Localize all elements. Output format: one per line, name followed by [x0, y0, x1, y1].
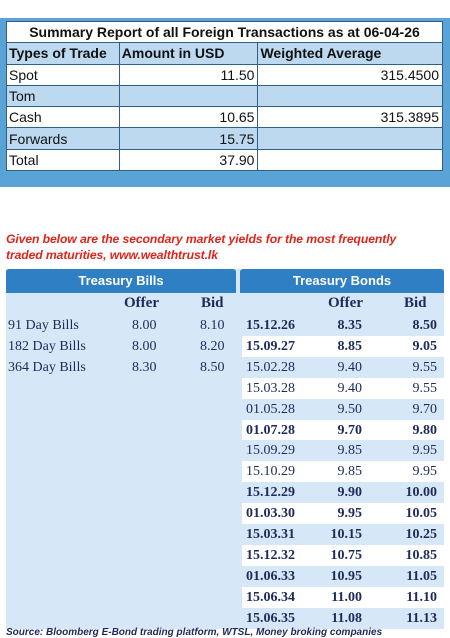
bond-maturity: 15.03.28 — [246, 380, 295, 396]
trade-average: 315.3895 — [258, 107, 443, 128]
bond-bid: 11.10 — [406, 589, 437, 605]
bond-maturity: 15.12.26 — [246, 318, 295, 333]
trade-average — [258, 149, 443, 170]
bond-bid: 9.70 — [412, 401, 437, 417]
bond-offer: 10.15 — [330, 527, 362, 542]
summary-panel — [0, 18, 450, 187]
bill-offer: 8.00 — [132, 338, 157, 354]
summary-row — [7, 85, 443, 106]
yields-table — [6, 269, 444, 629]
header-amount-usd: Amount in USD — [119, 43, 258, 64]
bond-bid: 10.25 — [405, 527, 437, 542]
trade-type: Tom — [7, 85, 120, 106]
yield-row — [6, 566, 444, 587]
caption-line-2: traded maturities, www.wealthtrust.lk — [6, 248, 218, 262]
summary-title-row — [7, 22, 443, 43]
yield-row — [6, 587, 444, 608]
caption-line-1: Given below are the secondary market yields for the most frequently — [6, 232, 397, 246]
yield-row — [6, 420, 444, 441]
yield-row — [6, 524, 444, 545]
bond-maturity: 15.12.29 — [246, 485, 295, 501]
bond-maturity: 15.06.35 — [246, 610, 295, 626]
bond-offer: 9.40 — [337, 359, 362, 375]
bond-bid: 10.85 — [405, 547, 437, 563]
bond-maturity: 15.12.32 — [246, 547, 295, 563]
summary-title: Summary Report of all Foreign Transactions as at 06-04-26 — [7, 22, 443, 43]
bond-maturity: 15.06.34 — [246, 589, 295, 605]
bond-offer: 9.90 — [337, 485, 362, 501]
bill-name: 364 Day Bills — [8, 359, 86, 375]
bond-bid: 8.50 — [412, 318, 437, 333]
yield-row — [6, 357, 444, 378]
bond-maturity: 01.06.33 — [246, 568, 295, 584]
trade-type: Total — [7, 149, 120, 170]
header-types-of-trade: Types of Trade — [7, 43, 120, 64]
bond-offer: 11.08 — [331, 610, 362, 626]
bonds-bid-heading: Bid — [404, 295, 427, 311]
bill-name: 182 Day Bills — [8, 338, 86, 354]
trade-amount: 15.75 — [119, 128, 258, 149]
bond-offer: 9.70 — [337, 422, 362, 438]
bond-maturity: 15.10.29 — [246, 464, 295, 480]
bond-bid: 9.95 — [412, 464, 437, 480]
bond-offer: 8.35 — [337, 318, 362, 333]
bond-bid: 10.05 — [405, 506, 437, 522]
yield-row — [6, 482, 444, 503]
summary-total-row — [7, 149, 443, 170]
summary-row — [7, 128, 443, 149]
trade-type: Cash — [7, 107, 120, 128]
bills-bid-heading: Bid — [201, 295, 224, 311]
yield-row — [6, 461, 444, 482]
summary-row — [7, 64, 443, 85]
summary-header-row — [7, 43, 443, 64]
bond-bid: 11.05 — [406, 568, 437, 584]
yield-row — [6, 608, 444, 629]
summary-row — [7, 107, 443, 128]
bond-offer: 9.50 — [337, 401, 362, 417]
bond-offer: 9.85 — [337, 464, 362, 480]
yield-row — [6, 399, 444, 420]
trade-type: Spot — [7, 64, 120, 85]
bond-maturity: 01.03.30 — [246, 506, 295, 522]
bills-offer-heading: Offer — [124, 295, 159, 311]
bill-offer: 8.30 — [132, 359, 157, 375]
bond-offer: 9.40 — [337, 380, 362, 396]
bond-maturity: 15.03.31 — [246, 527, 295, 542]
bond-bid: 9.05 — [412, 338, 437, 354]
yield-row — [6, 315, 444, 336]
bond-offer: 10.95 — [330, 568, 362, 584]
trade-type: Forwards — [7, 128, 120, 149]
bonds-offer-heading: Offer — [328, 295, 363, 311]
bill-offer: 8.00 — [132, 318, 157, 333]
trade-average — [258, 128, 443, 149]
treasury-bonds-header: Treasury Bonds — [240, 269, 444, 293]
bill-bid: 8.20 — [200, 338, 225, 354]
trade-average — [258, 85, 443, 106]
bond-bid: 9.95 — [412, 443, 437, 459]
trade-amount: 10.65 — [119, 107, 258, 128]
bond-offer: 9.85 — [337, 443, 362, 459]
trade-amount — [119, 85, 258, 106]
bond-maturity: 15.02.28 — [246, 359, 295, 375]
yields-caption — [6, 231, 446, 263]
treasury-bills-header: Treasury Bills — [6, 269, 236, 293]
summary-table — [6, 21, 443, 171]
trade-amount: 11.50 — [119, 64, 258, 85]
yield-row — [6, 336, 444, 357]
trade-amount: 37.90 — [119, 149, 258, 170]
bond-offer: 8.85 — [337, 338, 362, 354]
header-weighted-average: Weighted Average — [258, 43, 443, 64]
bond-bid: 10.00 — [405, 485, 437, 501]
bond-bid: 11.13 — [406, 610, 437, 626]
bond-bid: 9.80 — [412, 422, 437, 438]
bond-maturity: 01.07.28 — [246, 422, 295, 438]
bond-offer: 11.00 — [331, 589, 362, 605]
bond-offer: 9.95 — [337, 506, 362, 522]
yield-row — [6, 503, 444, 524]
source-note: Source: Bloomberg E-Bond trading platform, WTSL, Money broking companies — [6, 627, 383, 638]
bond-maturity: 15.09.27 — [246, 338, 295, 354]
bill-name: 91 Day Bills — [8, 318, 79, 333]
bond-bid: 9.55 — [412, 359, 437, 375]
bill-bid: 8.50 — [200, 359, 225, 375]
yield-row — [6, 378, 444, 399]
trade-average: 315.4500 — [258, 64, 443, 85]
yield-row — [6, 545, 444, 566]
yield-row — [6, 440, 444, 461]
bond-bid: 9.55 — [412, 380, 437, 396]
bond-maturity: 15.09.29 — [246, 443, 295, 459]
bond-offer: 10.75 — [330, 547, 362, 563]
bill-bid: 8.10 — [200, 318, 225, 333]
bond-maturity: 01.05.28 — [246, 401, 295, 417]
